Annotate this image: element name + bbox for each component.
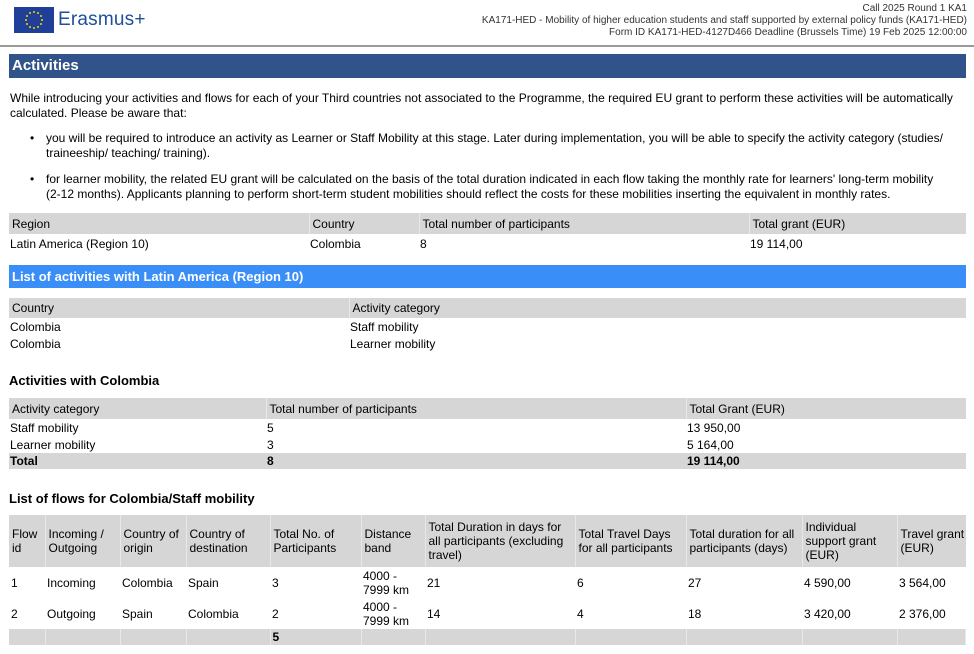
total-cell [686,629,802,645]
origin-cell: Colombia [122,575,173,590]
form-line: Form ID KA171-HED-4127D466 Deadline (Brussels Time) 19 Feb 2025 12:00:00 [609,27,967,38]
total-participants: 8 [266,453,686,469]
column-header: Country [9,298,349,318]
column-header: Total number of participants [266,398,686,419]
column-header: Country of destination [186,515,270,567]
total-cell [120,629,186,645]
table-row [9,567,966,598]
erasmus-logo [14,7,146,33]
total-duration-cell: 27 [688,575,702,590]
section-title: Activities [9,54,966,78]
column-header: Region [9,213,309,234]
column-header: Total No. of Participants [270,515,361,567]
distance-band-cell: 4000 - 7999 km [363,599,410,628]
table-header-row [9,298,966,318]
total-cell [897,629,966,645]
column-header: Activity category [349,298,966,318]
bullet-icon: • [30,131,35,145]
participants-cell: 3 [272,575,279,590]
total-cell [186,629,270,645]
table-header-row [9,213,966,234]
column-header: Total Grant (EUR) [686,398,966,419]
destination-cell: Spain [188,575,219,590]
participants-cell: 5 [267,420,274,435]
total-label: Total [9,453,266,469]
total-row [9,453,966,469]
travel-days-cell: 4 [577,606,584,621]
column-header: Total duration for all participants (days) [686,515,802,567]
origin-cell: Spain [122,606,153,621]
country-activities-title: Activities with Colombia [9,373,160,388]
flows-table [9,515,966,645]
total-cell [9,629,45,645]
travel-days-cell: 6 [577,575,584,590]
flow-id-cell: 2 [11,606,18,621]
notice-item [30,172,950,202]
support-grant-cell: 4 590,00 [804,575,851,590]
column-header: Incoming / Outgoing [45,515,120,567]
intro-text: While introducing your activities and flows for each of your Third countries not associated to the Programme, the required EU grant to perform these activities will be automatically calculated. Please be aware that: [10,91,953,120]
notice-item [30,131,950,161]
call-line: Call 2025 Round 1 KA1 [862,3,967,14]
call-info [482,3,967,39]
column-header: Individual support grant (EUR) [802,515,897,567]
activities-list-table [9,298,966,352]
total-duration-cell: 18 [688,606,702,621]
activity-cell: Staff mobility [10,420,79,435]
distance-band-cell: 4000 - 7999 km [363,568,410,597]
country-activities-table [9,398,966,469]
total-row [9,629,966,645]
brand-name: Erasmus+ [58,9,146,30]
page-header [0,0,974,47]
column-header: Total Duration in days for all participants (excluding travel) [425,515,575,567]
activity-cell: Learner mobility [10,437,96,452]
flows-title: List of flows for Colombia/Staff mobility [9,491,255,506]
table-row [9,436,966,453]
region-cell: Latin America (Region 10) [10,236,149,251]
column-header: Activity category [9,398,266,419]
direction-cell: Incoming [47,575,96,590]
participants-cell: 8 [420,236,427,251]
participants-cell: 3 [267,437,274,452]
activities-list-title: List of activities with Latin America (Region 10) [9,265,966,288]
direction-cell: Outgoing [47,606,96,621]
table-row [9,234,966,253]
total-cell [575,629,686,645]
column-header: Total Travel Days for all participants [575,515,686,567]
grant-cell: 5 164,00 [687,437,734,452]
notice-list [30,131,950,213]
duration-cell: 14 [427,606,441,621]
country-cell: Colombia [310,236,361,251]
bullet-icon: • [30,172,35,186]
country-cell: Colombia [10,336,61,351]
region-table [9,213,966,253]
destination-cell: Colombia [188,606,239,621]
column-header: Flow id [9,515,45,567]
table-row [9,318,966,335]
total-participants: 5 [270,629,361,645]
total-cell [425,629,575,645]
action-line: KA171-HED - Mobility of higher education students and staff supported by external policy funds (KA171-HED) [481,15,967,26]
activity-cell: Learner mobility [350,336,436,351]
travel-grant-cell: 2 376,00 [899,606,946,621]
table-row [9,335,966,352]
table-row [9,598,966,629]
column-header: Total grant (EUR) [749,213,966,234]
column-header: Distance band [361,515,425,567]
total-cell [45,629,120,645]
column-header: Country of origin [120,515,186,567]
column-header: Travel grant (EUR) [897,515,966,567]
notice-text: for learner mobility, the related EU grant will be calculated on the basis of the total duration indicated in each flow taking the monthly rate for learners' long-term mobility (2-12 months). Applicants planning to perform short-term student mobilities should reflect the costs for these mobilities inserting the equivalent in monthly rates. [46,172,934,201]
support-grant-cell: 3 420,00 [804,606,851,621]
total-cell [802,629,897,645]
travel-grant-cell: 3 564,00 [899,575,946,590]
grant-cell: 19 114,00 [750,236,803,251]
total-cell [361,629,425,645]
total-grant: 19 114,00 [686,453,966,469]
participants-cell: 2 [272,606,279,621]
duration-cell: 21 [427,575,441,590]
grant-cell: 13 950,00 [687,420,741,435]
country-cell: Colombia [10,319,61,334]
column-header: Country [309,213,419,234]
table-header-row [9,515,966,567]
column-header: Total number of participants [419,213,749,234]
table-header-row [9,398,966,419]
activity-cell: Staff mobility [350,319,419,334]
notice-text: you will be required to introduce an activity as Learner or Staff Mobility at this stage. Later during implementation, you will be able to specify the activity category (studies/ traineeship/ teaching/ training). [46,131,943,160]
eu-flag-icon [14,7,54,33]
table-row [9,419,966,436]
flow-id-cell: 1 [11,575,18,590]
